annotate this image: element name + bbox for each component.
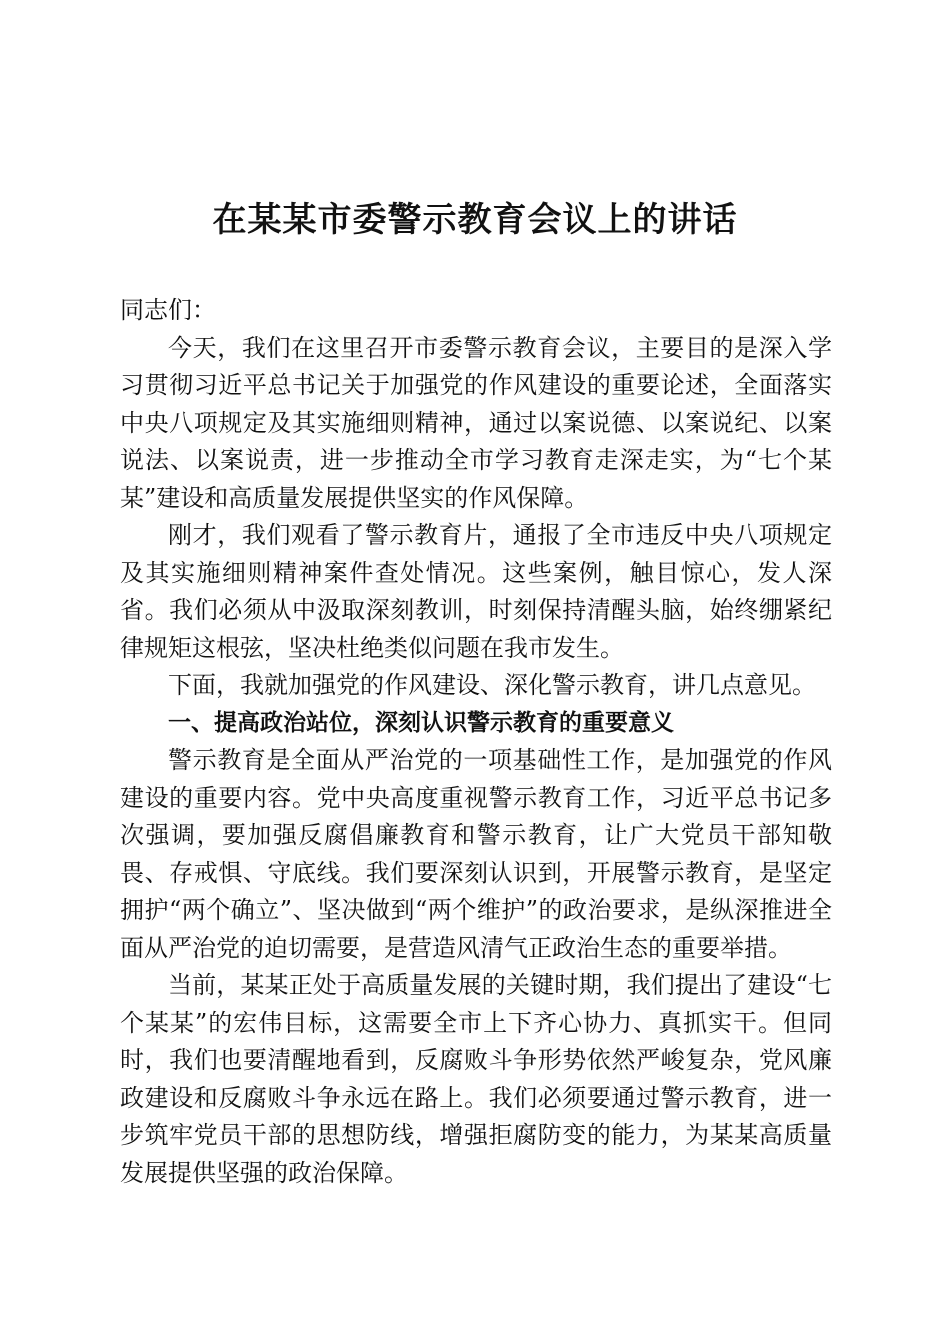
document-body xyxy=(120,292,832,1192)
paragraph-intro-2: 刚才，我们观看了警示教育片，通报了全市违反中央八项规定及其实施细则精神案件查处情况。这些案例，触目惊心，发人深省。我们必须从中汲取深刻教训，时刻保持清醒头脑，始终绷紧纪律规矩这根弦，坚决杜绝类似问题在我市发生。 xyxy=(120,521,832,662)
paragraph-intro-1: 今天，我们在这里召开市委警示教育会议，主要目的是深入学习贯彻习近平总书记关于加强党的作风建设的重要论述，全面落实中央八项规定及其实施细则精神，通过以案说德、以案说纪、以案说法、以案说责，进一步推动全市学习教育走深走实，为“七个某某”建设和高质量发展提供坚实的作风保障。 xyxy=(120,333,832,512)
paragraph-intro-3: 下面，我就加强党的作风建设、深化警示教育，讲几点意见。 xyxy=(168,671,816,699)
section-1-paragraph-2: 当前，某某正处于高质量发展的关键时期，我们提出了建设“七个某某”的宏伟目标，这需要全市上下齐心协力、真抓实干。但同时，我们也要清醒地看到，反腐败斗争形势依然严峻复杂，党风廉政建设和反腐败斗争永远在路上。我们必须要通过警示教育，进一步筑牢党员干部的思想防线，增强拒腐防变的能力，为某某高质量发展提供坚强的政治保障。 xyxy=(120,971,832,1187)
section-heading-1: 一、提高政治站位，深刻认识警示教育的重要意义 xyxy=(168,709,674,736)
salutation: 同志们： xyxy=(120,296,216,324)
section-1-paragraph-1: 警示教育是全面从严治党的一项基础性工作，是加强党的作风建设的重要内容。党中央高度重视警示教育工作，习近平总书记多次强调，要加强反腐倡廉教育和警示教育，让广大党员干部知敬畏、存戒惧、守底线。我们要深刻认识到，开展警示教育，是坚定拥护“两个确立”、坚决做到“两个维护”的政治要求，是纵深推进全面从严治党的迫切需要，是营造风清气正政治生态的重要举措。 xyxy=(120,746,832,962)
document-title: 在某某市委警示教育会议上的讲话 xyxy=(212,200,738,240)
